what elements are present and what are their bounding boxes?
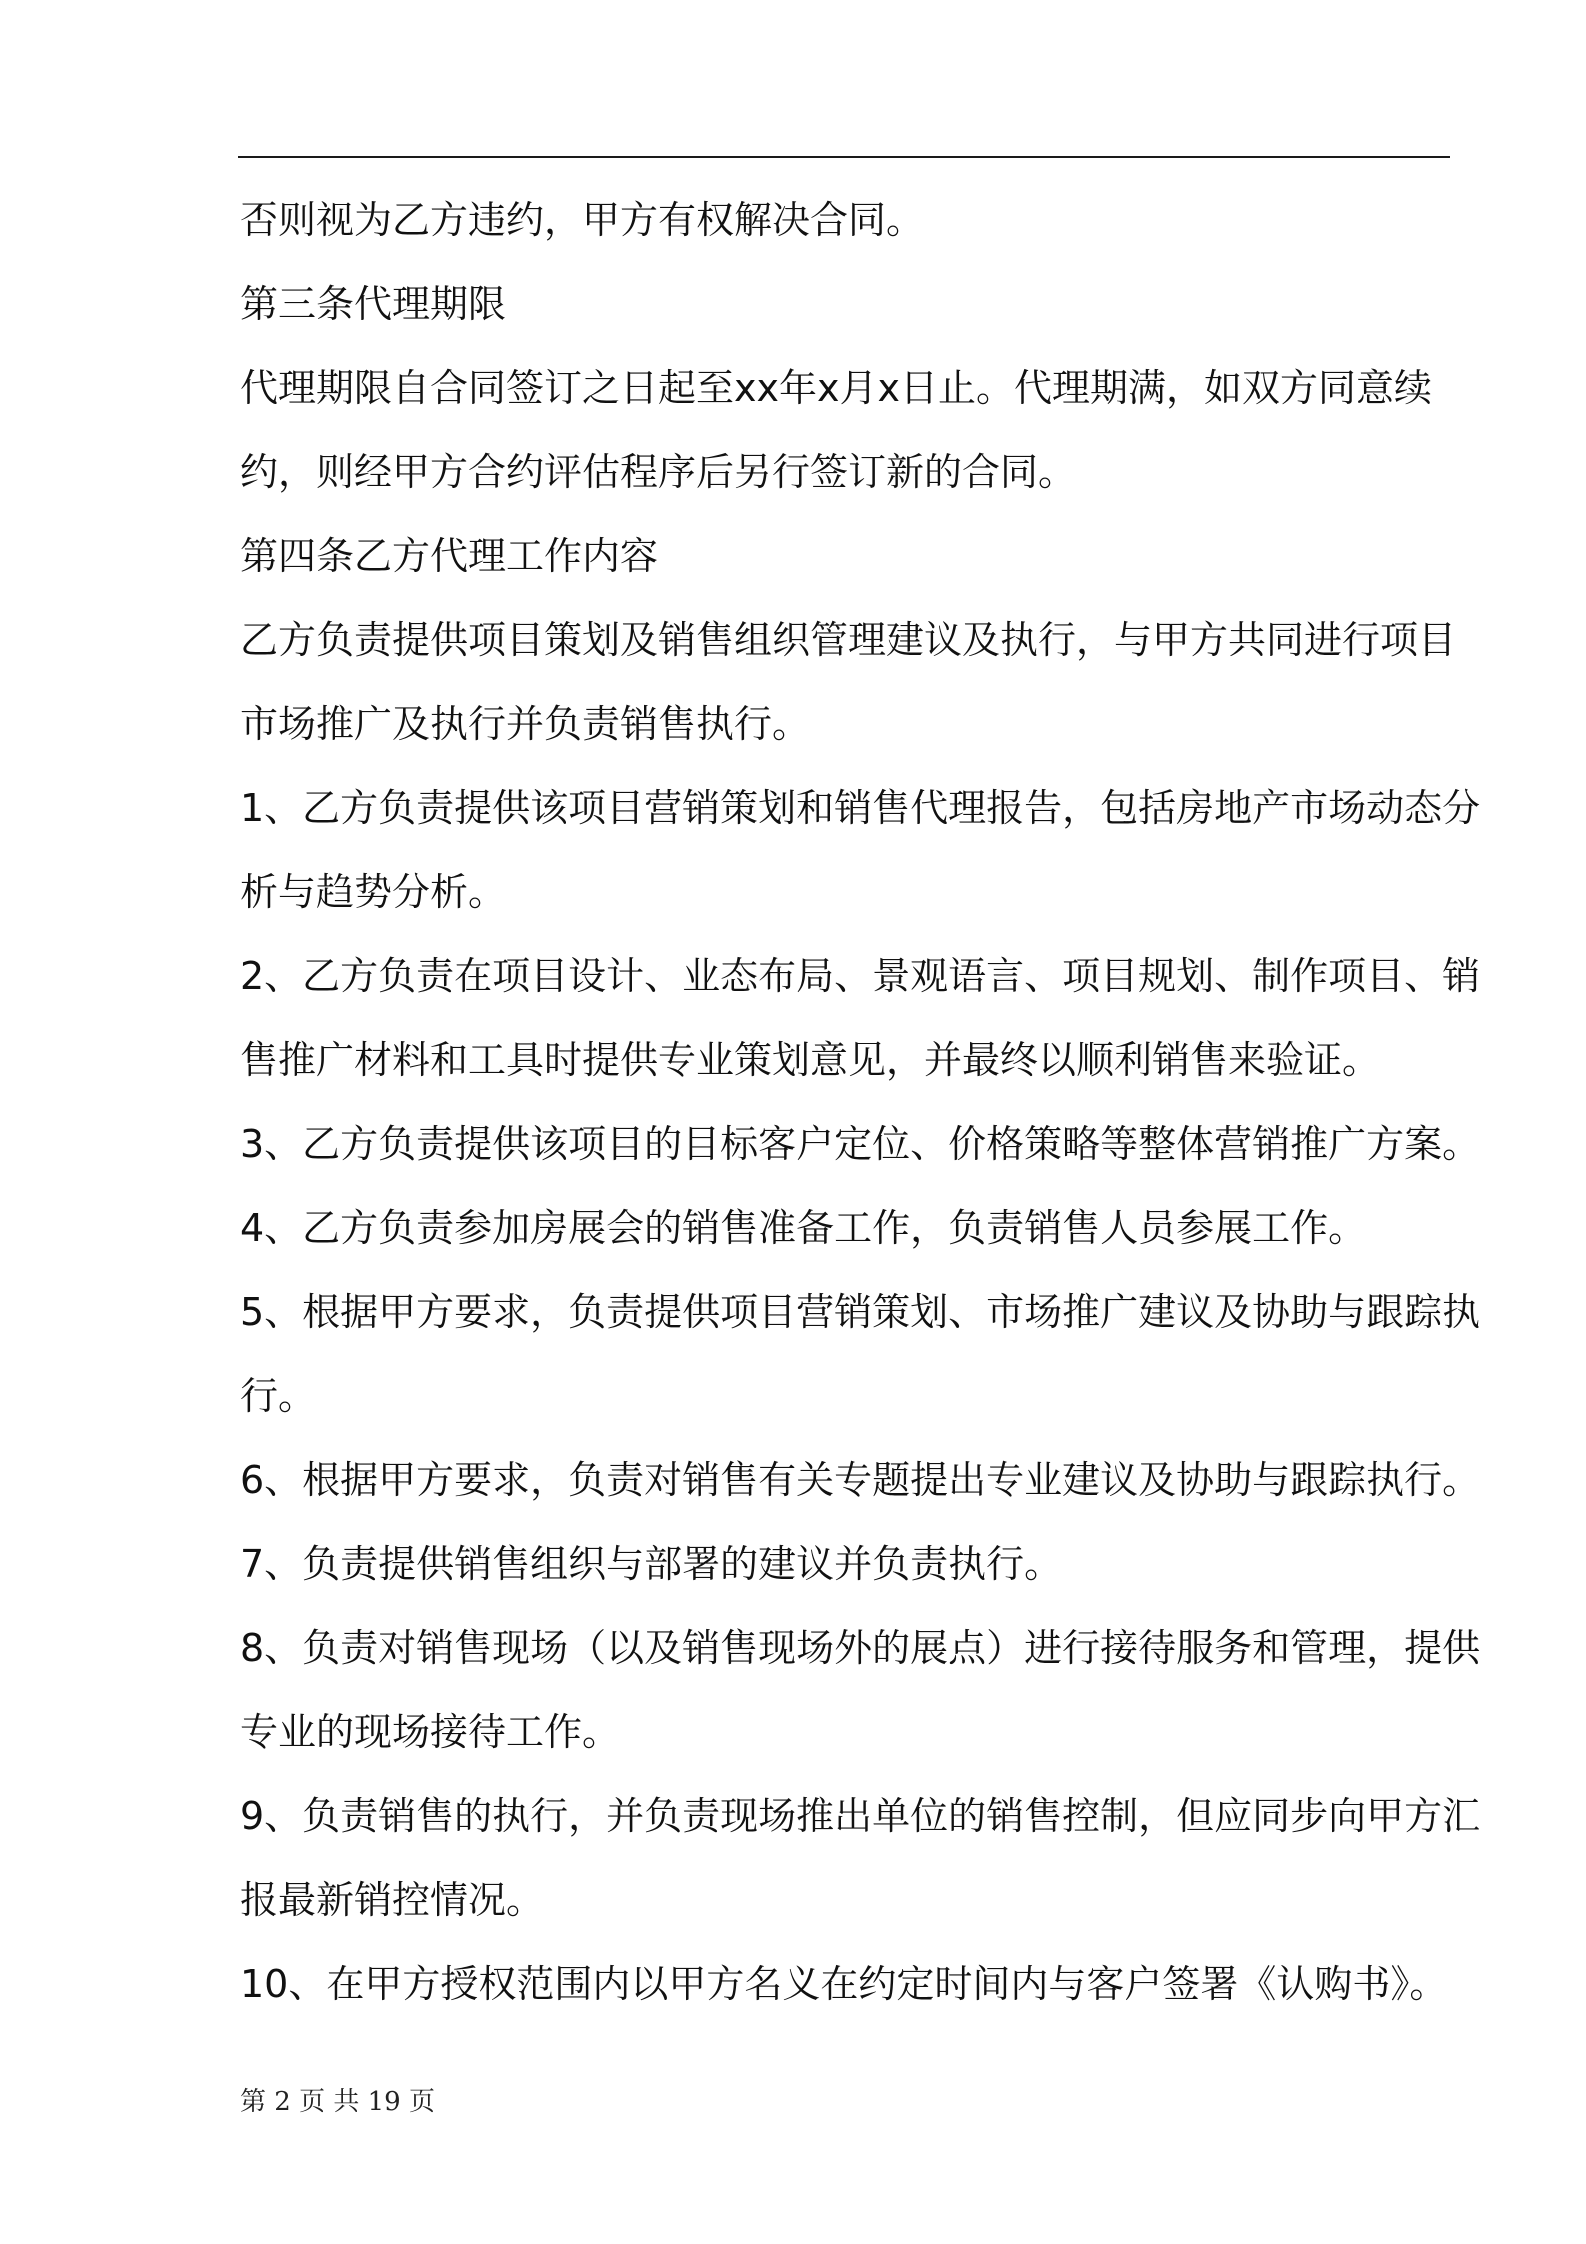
list-item-line: 4、乙方负责参加房展会的销售准备工作，负责销售人员参展工作。 xyxy=(240,1206,1367,1250)
list-item-line: 9、负责销售的执行，并负责现场推出单位的销售控制，但应同步向甲方汇 xyxy=(240,1794,1481,1838)
header-rule xyxy=(238,156,1450,158)
section-heading: 第四条乙方代理工作内容 xyxy=(240,534,659,578)
list-item-line: 7、负责提供销售组织与部署的建议并负责执行。 xyxy=(240,1542,1063,1586)
list-item-line: 报最新销控情况。 xyxy=(240,1878,545,1922)
list-item-line: 售推广材料和工具时提供专业策划意见，并最终以顺利销售来验证。 xyxy=(240,1038,1381,1082)
list-item-line: 析与趋势分析。 xyxy=(240,870,507,914)
body-line: 乙方负责提供项目策划及销售组织管理建议及执行，与甲方共同进行项目 xyxy=(240,618,1457,662)
body-line: 市场推广及执行并负责销售执行。 xyxy=(240,702,811,746)
list-item-line: 10、在甲方授权范围内以甲方名义在约定时间内与客户签署《认购书》。 xyxy=(240,1962,1448,2006)
list-item-line: 5、根据甲方要求，负责提供项目营销策划、市场推广建议及协助与跟踪执 xyxy=(240,1290,1481,1334)
page-number-footer: 第 2 页 共 19 页 xyxy=(240,2087,435,2117)
body-line: 代理期限自合同签订之日起至xx年x月x日止。代理期满，如双方同意续 xyxy=(240,366,1432,410)
list-item-line: 2、乙方负责在项目设计、业态布局、景观语言、项目规划、制作项目、销 xyxy=(240,954,1481,998)
section-heading: 第三条代理期限 xyxy=(240,282,507,326)
list-item-line: 8、负责对销售现场（以及销售现场外的展点）进行接待服务和管理，提供 xyxy=(240,1626,1481,1670)
list-item-line: 6、根据甲方要求，负责对销售有关专题提出专业建议及协助与跟踪执行。 xyxy=(240,1458,1481,1502)
body-line: 约，则经甲方合约评估程序后另行签订新的合同。 xyxy=(240,450,1077,494)
list-item-line: 专业的现场接待工作。 xyxy=(240,1710,621,1754)
list-item-line: 1、乙方负责提供该项目营销策划和销售代理报告，包括房地产市场动态分 xyxy=(240,786,1481,830)
list-item-line: 行。 xyxy=(240,1374,317,1418)
body-line: 否则视为乙方违约，甲方有权解决合同。 xyxy=(240,198,925,242)
list-item-line: 3、乙方负责提供该项目的目标客户定位、价格策略等整体营销推广方案。 xyxy=(240,1122,1481,1166)
